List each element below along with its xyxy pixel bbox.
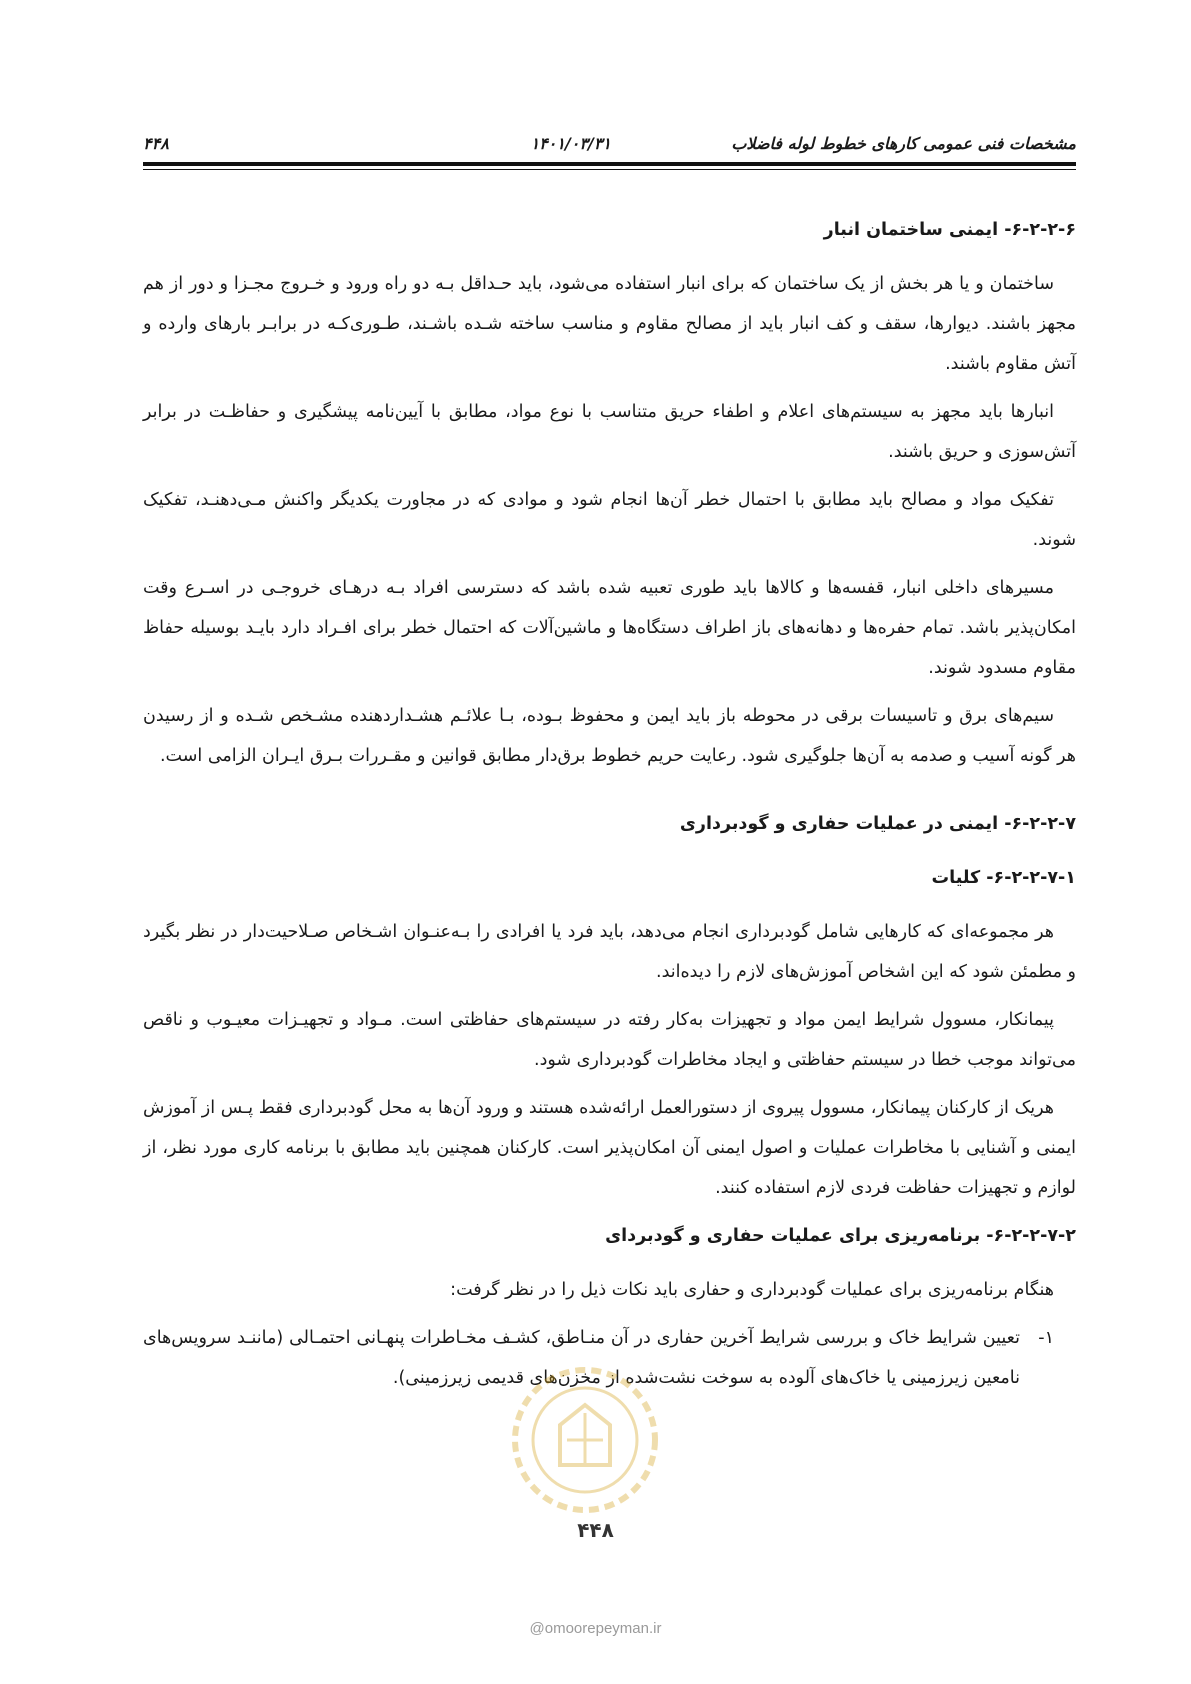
paragraph: ساختمان و یا هر بخش از یک ساختمان که برای انبار استفاده می‌شود، باید حـداقل بـه دو راه ورود و خـروج مجـزا و دور از هم مجهز باشند. دیوارها، سقف و کف انبار باید از مصالح مقاوم و مناسب ساخته شـده باشـند، طـوری‌کـه در برابـر بارهای وارده و آتش مقاوم باشند. [143, 274, 1076, 374]
section-heading: ۶-۲-۲-۷- ایمنی در عملیات حفاری و گودبرداری [679, 814, 1076, 834]
paragraph: انبارها باید مجهز به سیستم‌های اعلام و اطفاء حریق متناسب با نوع مواد، مطابق با آیین‌نامه پیشگیری و حفاظـت در برابر آتش‌سوزی و حریق باشند. [143, 402, 1076, 462]
header-page-number: ۴۴۸ [143, 134, 169, 153]
footer-website: @omoorepeyman.ir [529, 1620, 662, 1637]
paragraph: مسیرهای داخلی انبار، قفسه‌ها و کالاها باید طوری تعبیه شده باشد که دسترسی افراد بـه درهـای خروجـی در اسـرع وقت امکان‌پذیر باشد. تمام حفره‌ها و دهانه‌های باز اطراف دستگاه‌ها و ماشین‌آلات که احتمال خطر برای افـراد دارد بایـد بوسیله حفاظ مقاوم مسدود شوند. [143, 578, 1076, 678]
paragraph: سیم‌های برق و تاسیسات برقی در محوطه باز باید ایمن و محفوظ بـوده، بـا علائـم هشـداردهنده مشـخص شـده و از رسیدن هر گونه آسیب و صدمه به آن‌ها جلوگیری شود. رعایت حریم خطوط برق‌دار مطابق قوانین و مقـررات بـرق ایـران الزامی است. [143, 706, 1076, 766]
footer-page-number: ۴۴۸ [577, 1518, 614, 1542]
subsection-heading: ۶-۲-۲-۷-۲- برنامه‌ریزی برای عملیات حفاری و گودبردای [605, 1226, 1076, 1246]
paragraph: هر مجموعه‌ای که کارهایی شامل گودبرداری انجام می‌دهد، باید فرد یا افرادی را بـه‌عنـوان اشـخاص صـلاحیت‌دار در نظر بگیرد و مطمئن شود که این اشخاص آموزش‌های لازم را دیده‌اند. [143, 922, 1076, 982]
list-item-text: تعیین شرایط خاک و بررسی شرایط آخرین حفاری در آن منـاطق، کشـف مخـاطرات پنهـانی احتمـالی (ماننـد سرویس‌های نامعین زیرزمینی یا خاک‌های آلوده به سوخت نشت‌شده از مخزن‌های قدیمی زیرزمینی). [143, 1328, 1020, 1388]
paragraph: پیمانکار، مسوول شرایط ایمن مواد و تجهیزات به‌کار رفته در سیستم‌های حفاظتی است. مـواد و تجهیـزات معیـوب و ناقص می‌تواند موجب خطا در سیستم حفاظتی و ایجاد مخاطرات گودبرداری شود. [143, 1010, 1076, 1070]
section-heading: ۶-۲-۲-۶- ایمنی ساختمان انبار [823, 220, 1076, 240]
list-item-number: ۱- [1038, 1328, 1054, 1348]
watermark-seal-icon [505, 1355, 665, 1535]
paragraph: هریک از کارکنان پیمانکار، مسوول پیروی از دستورالعمل ارائه‌شده هستند و ورود آن‌ها به محل گودبرداری فقط پـس از آموزش ایمنی و آشنایی با مخاطرات عملیات و اصول ایمنی آن امکان‌پذیر است. کارکنان همچنین باید مطابق با برنامه کاری مورد نظر، از لوازم و تجهیزات حفاظت فردی لازم استفاده کنند. [143, 1098, 1076, 1198]
header-rule-thin [143, 169, 1076, 170]
subsection-heading: ۶-۲-۲-۷-۱- کلیات [931, 868, 1076, 888]
paragraph: هنگام برنامه‌ریزی برای عملیات گودبرداری و حفاری باید نکات ذیل را در نظر گرفت: [450, 1280, 1054, 1300]
header-date: ۱۴۰۱/۰۳/۳۱ [530, 134, 611, 153]
document-body [143, 210, 1076, 1398]
header-rule [143, 162, 1076, 166]
page-header [143, 128, 1076, 162]
paragraph: تفکیک مواد و مصالح باید مطابق با احتمال خطر آن‌ها انجام شود و موادی که در مجاورت یکدیگر واکنش مـی‌دهنـد، تفکیک شوند. [143, 490, 1076, 550]
header-title: مشخصات فنی عمومی کارهای خطوط لوله فاضلاب [731, 134, 1076, 153]
